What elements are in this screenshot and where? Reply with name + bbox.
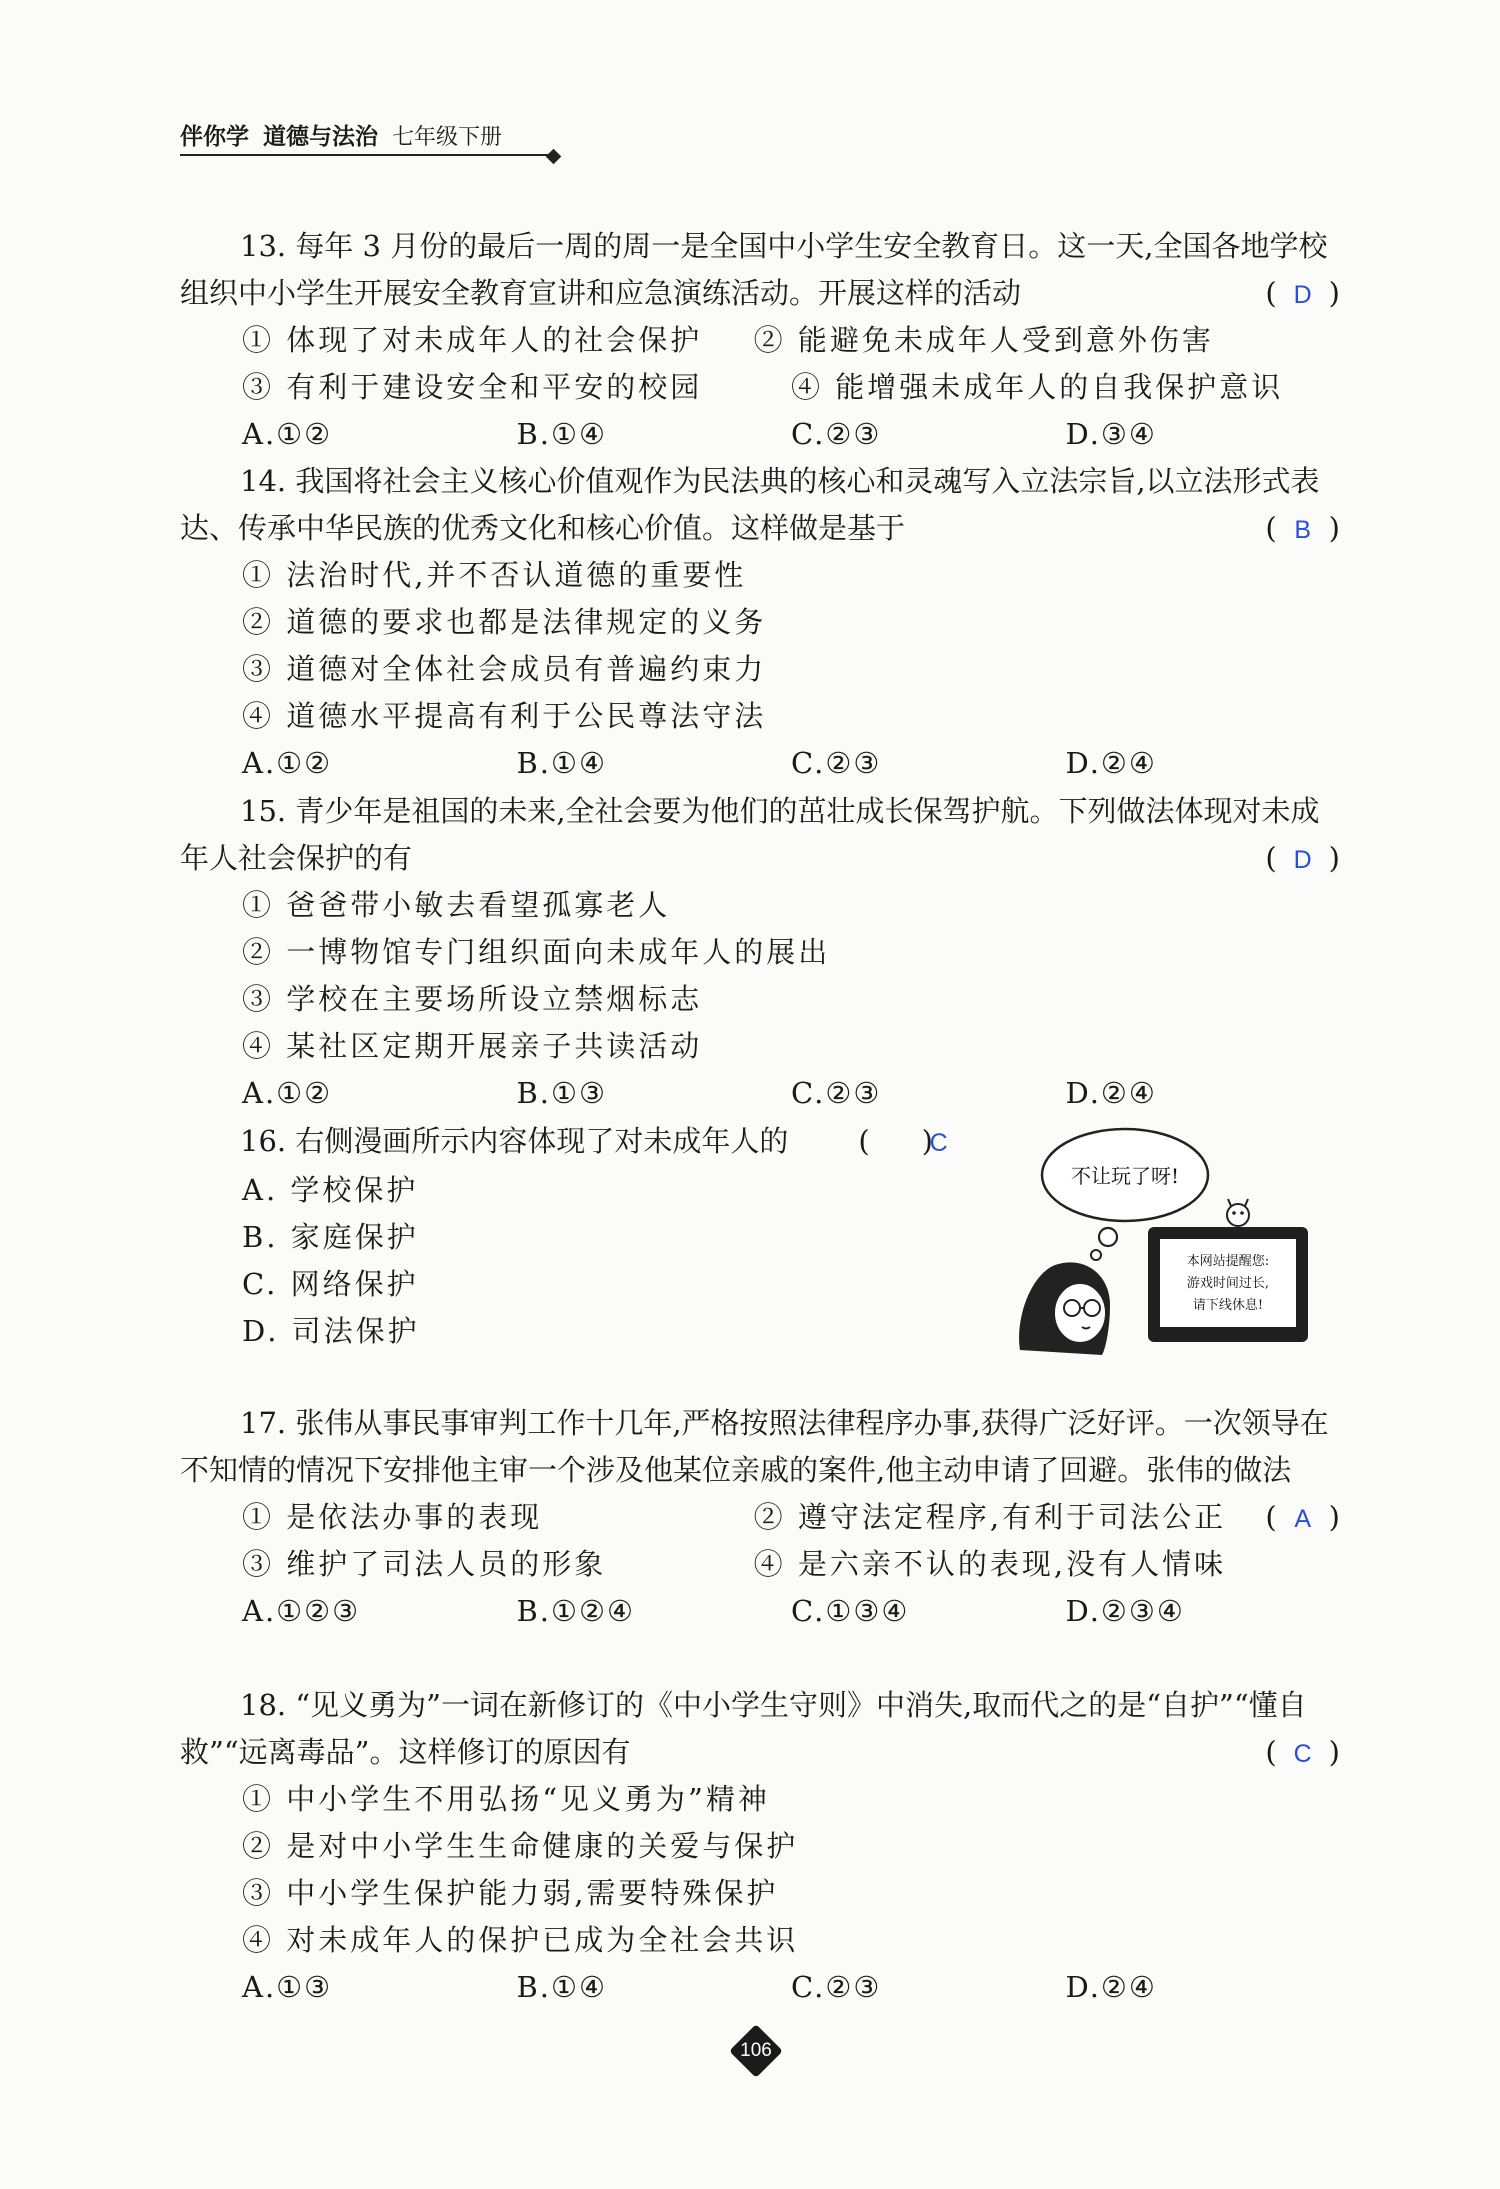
- option-c: C. 网络保护: [242, 1267, 419, 1301]
- question-stem: 14. 我国将社会主义核心价值观作为民法典的核心和灵魂写入立法宗旨,以立法形式表达、传承中华民族的优秀文化和核心价值。这样做是基于: [180, 464, 1320, 545]
- option-3: ③ 中小学生保护能力弱,需要特殊保护: [242, 1876, 779, 1910]
- option-4: ④ 能增强未成年人的自我保护意识: [791, 370, 1284, 404]
- choice-b: B.①④: [516, 1970, 608, 2004]
- choice-d: D.②④: [1065, 746, 1157, 780]
- header-grade: 七年级下册: [392, 125, 503, 150]
- option-d: D. 司法保护: [242, 1314, 420, 1348]
- question-13: 13. 每年 3 月份的最后一周的周一是全国中小学生安全教育日。这一天,全国各地学校组织中小学生开展安全教育宣讲和应急演练活动。开展这样的活动 ( D ) ① 体现了对未成年人的社会保护 ② 能避免未成年人受到意外伤害 ③ 有利于建设安全和平安的校园 ④ 能增强未成年人的自我保护意识 A.①② B.①④ C.②③ D.③④: [180, 223, 1340, 458]
- question-17: 17. 张伟从事民事审判工作十几年,严格按照法律程序办事,获得广泛好评。一次领导在不知情的情况下安排他主审一个涉及他某位亲戚的案件,他主动申请了回避。张伟的做法 ( A ) ① 是依法办事的表现 ② 遵守法定程序,有利于司法公正 ③ 维护了司法人员的形象 ④ 是六亲不认的表现,没有人情味 A.①②③ B.①②④ C.①③④ D.②③④: [180, 1400, 1340, 1635]
- option-1: ① 中小学生不用弘扬“见义勇为”精神: [242, 1782, 770, 1816]
- choice-a: A.①②: [242, 417, 333, 451]
- page-number-text: 106: [740, 2040, 772, 2061]
- option-b: B. 家庭保护: [242, 1220, 419, 1254]
- answer-mark: D: [1293, 281, 1312, 309]
- question-18: 18. “见义勇为”一词在新修订的《中小学生守则》中消失,取而代之的是“自护”“懂自救”“远离毒品”。这样修订的原因有 ( C ) ① 中小学生不用弘扬“见义勇为”精神 ② 是对中小学生生命健康的关爱与保护 ③ 中小学生保护能力弱,需要特殊保护 ④ 对未成年人的保护已成为全社会共识 A.①③ B.①④ C.②③ D.②④: [180, 1682, 1340, 2011]
- option-1: ① 爸爸带小敏去看望孤寡老人: [242, 888, 671, 922]
- choice-c: C.②③: [791, 1076, 882, 1110]
- header-series: 伴你学: [180, 124, 249, 150]
- option-2: ② 是对中小学生生命健康的关爱与保护: [242, 1829, 799, 1863]
- choice-d: D.③④: [1065, 417, 1157, 451]
- answer-mark: B: [1294, 516, 1312, 544]
- header-title: [180, 118, 502, 151]
- choice-a: A.①②: [242, 1076, 333, 1110]
- option-4: ④ 道德水平提高有利于公民尊法守法: [242, 699, 767, 733]
- choice-c: C.②③: [791, 417, 882, 451]
- question-stem: 15. 青少年是祖国的未来,全社会要为他们的茁壮成长保驾护航。下列做法体现对未成年人社会保护的有: [180, 794, 1320, 875]
- choice-b: B.①③: [516, 1076, 608, 1110]
- bubble-dot-small: [1091, 1250, 1101, 1260]
- bubble-text: 不让玩了呀!: [1070, 1164, 1180, 1188]
- question-14: 14. 我国将社会主义核心价值观作为民法典的核心和灵魂写入立法宗旨,以立法形式表达、传承中华民族的优秀文化和核心价值。这样做是基于 ( B ) ① 法治时代,并不否认道德的重要性 ② 道德的要求也都是法律规定的义务 ③ 道德对全体社会成员有普遍约束力 ④ 道德水平提高有利于公民尊法守法 A.①② B.①④ C.②③ D.②④: [180, 458, 1340, 787]
- choice-d: D.②③④: [1065, 1594, 1185, 1628]
- choice-b: B.①②④: [516, 1594, 636, 1628]
- option-4: ④ 是六亲不认的表现,没有人情味: [753, 1547, 1227, 1581]
- option-a: A. 学校保护: [242, 1173, 419, 1207]
- choice-b: B.①④: [516, 746, 608, 780]
- option-3: ③ 道德对全体社会成员有普遍约束力: [242, 652, 767, 686]
- option-2: ② 遵守法定程序,有利于司法公正: [753, 1500, 1227, 1534]
- header-subject: 道德与法治: [263, 124, 378, 150]
- option-2: ② 能避免未成年人受到意外伤害: [753, 323, 1214, 357]
- option-3: ③ 有利于建设安全和平安的校园: [242, 370, 703, 404]
- answer-mark: A: [1294, 1505, 1312, 1533]
- mascot-icon: [1227, 1204, 1249, 1226]
- page-header: [180, 118, 550, 156]
- option-2: ② 道德的要求也都是法律规定的义务: [242, 605, 767, 639]
- screen-line-2: 游戏时间过长,: [1186, 1276, 1270, 1291]
- option-1: ① 体现了对未成年人的社会保护: [242, 323, 703, 357]
- cartoon-illustration: [1010, 1115, 1330, 1360]
- header-diamond-icon: [546, 149, 562, 165]
- answer-mark: D: [1293, 846, 1312, 874]
- page-number: [728, 2023, 784, 2079]
- choice-a: A.①②: [242, 746, 333, 780]
- option-4: ④ 某社区定期开展亲子共读活动: [242, 1029, 703, 1063]
- screen-line-3: 请下线休息!: [1192, 1298, 1264, 1313]
- answer-mark: C: [929, 1129, 948, 1157]
- choice-a: A.①②③: [242, 1594, 361, 1628]
- option-2: ② 一博物馆专门组织面向未成年人的展出: [242, 935, 831, 969]
- question-stem: 16. 右侧漫画所示内容体现了对未成年人的: [240, 1124, 789, 1158]
- question-16: 16. 右侧漫画所示内容体现了对未成年人的 ( C) A. 学校保护 B. 家庭保护 C. 网络保护 D. 司法保护: [180, 1118, 1340, 1355]
- question-15: 15. 青少年是祖国的未来,全社会要为他们的茁壮成长保驾护航。下列做法体现对未成年人社会保护的有 ( D ) ① 爸爸带小敏去看望孤寡老人 ② 一博物馆专门组织面向未成年人的展出 ③ 学校在主要场所设立禁烟标志 ④ 某社区定期开展亲子共读活动 A.①② B.①③ C.②③ D.②④: [180, 788, 1340, 1117]
- question-stem: 18. “见义勇为”一词在新修订的《中小学生守则》中消失,取而代之的是“自护”“懂自救”“远离毒品”。这样修订的原因有: [180, 1688, 1307, 1769]
- choice-c: C.②③: [791, 746, 882, 780]
- option-3: ③ 学校在主要场所设立禁烟标志: [242, 982, 703, 1016]
- choice-c: C.①③④: [791, 1594, 910, 1628]
- answer-mark: C: [1293, 1740, 1312, 1768]
- choice-d: D.②④: [1065, 1970, 1157, 2004]
- option-1: ① 是依法办事的表现: [242, 1500, 543, 1534]
- option-4: ④ 对未成年人的保护已成为全社会共识: [242, 1923, 799, 1957]
- question-stem: 13. 每年 3 月份的最后一周的周一是全国中小学生安全教育日。这一天,全国各地学校组织中小学生开展安全教育宣讲和应急演练活动。开展这样的活动: [180, 229, 1328, 310]
- bubble-dot-large: [1099, 1228, 1117, 1246]
- question-stem: 17. 张伟从事民事审判工作十几年,严格按照法律程序办事,获得广泛好评。一次领导在不知情的情况下安排他主审一个涉及他某位亲戚的案件,他主动申请了回避。张伟的做法: [180, 1406, 1329, 1487]
- option-3: ③ 维护了司法人员的形象: [242, 1547, 607, 1581]
- choice-a: A.①③: [242, 1970, 333, 2004]
- choice-c: C.②③: [791, 1970, 882, 2004]
- choice-d: D.②④: [1065, 1076, 1157, 1110]
- choice-b: B.①④: [516, 417, 608, 451]
- screen-line-1: 本网站提醒您:: [1186, 1254, 1270, 1269]
- option-1: ① 法治时代,并不否认道德的重要性: [242, 558, 747, 592]
